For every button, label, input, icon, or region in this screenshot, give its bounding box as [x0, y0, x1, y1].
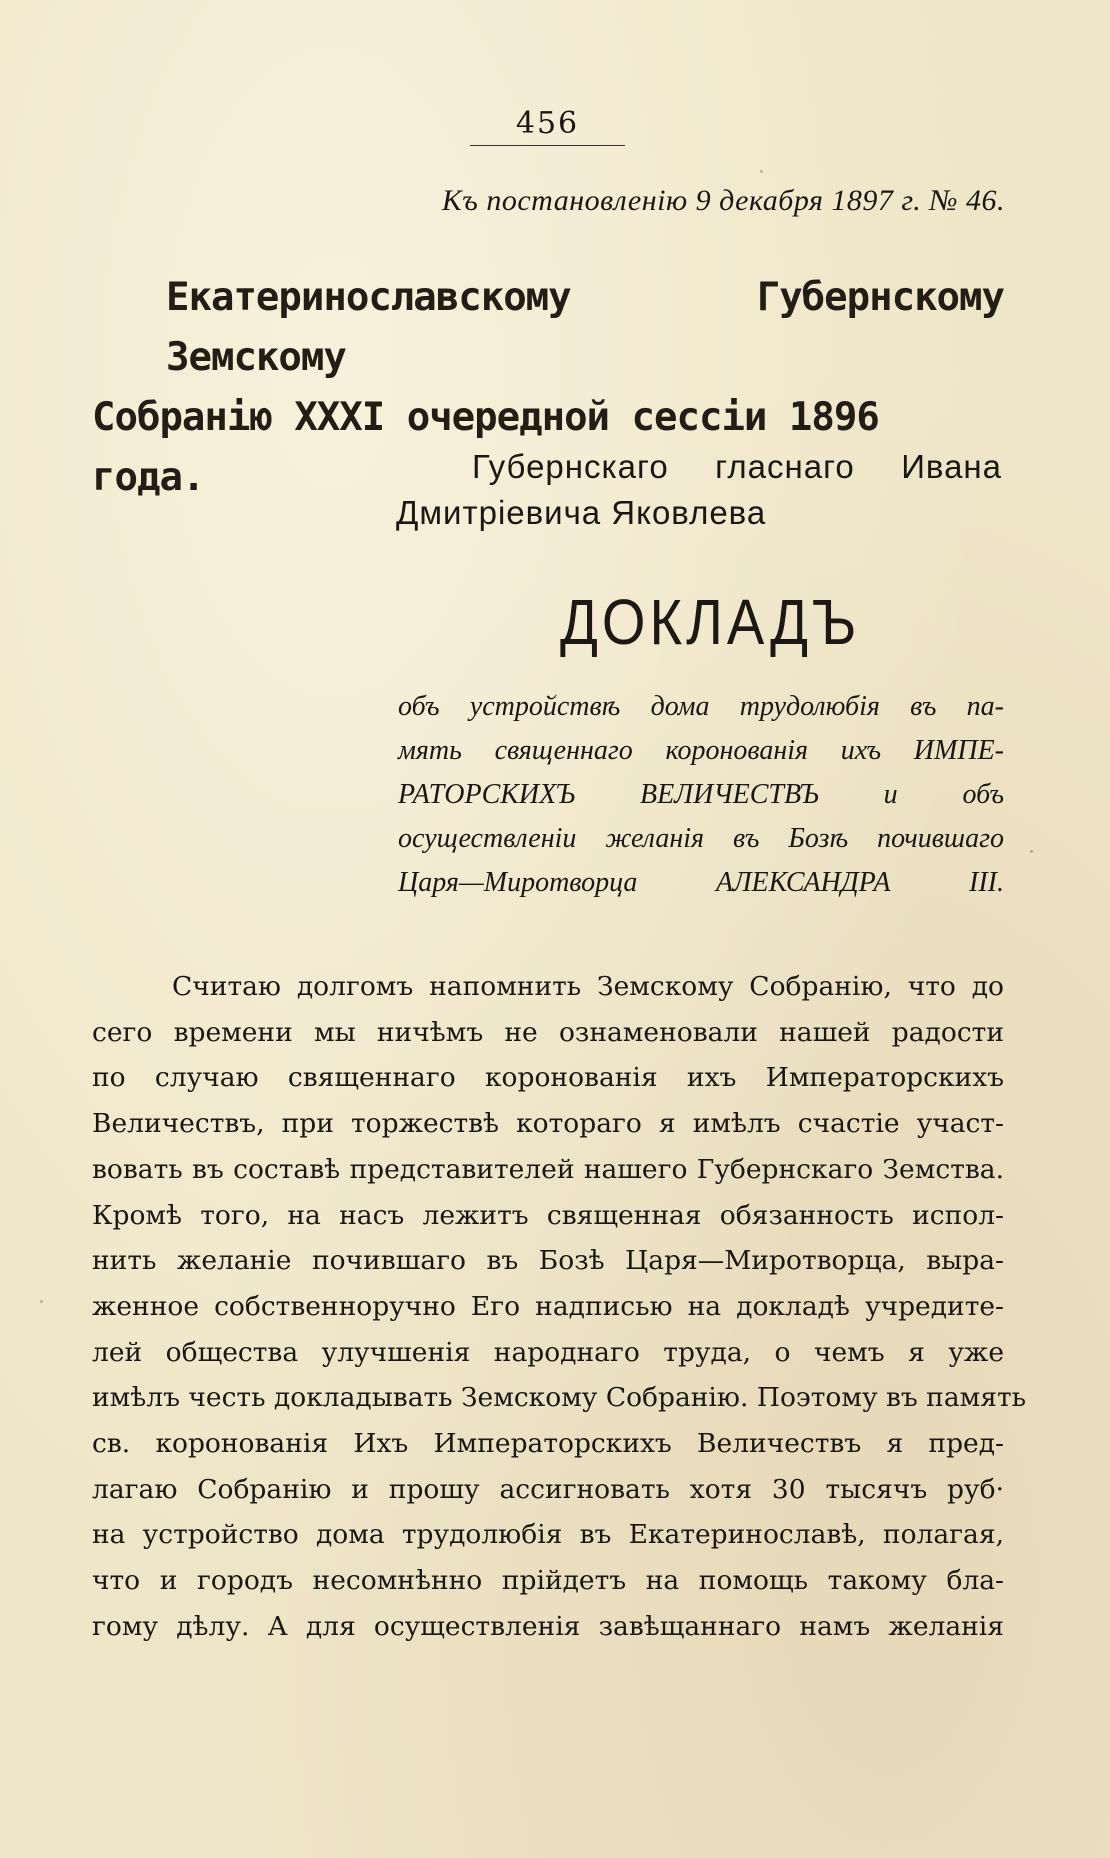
body-line: лагаю Собранію и прошу ассигновать хотя 30 тысячъ руб· — [92, 1473, 1004, 1505]
author-heading — [396, 444, 1002, 536]
body-line: Кромѣ того, на насъ лежитъ священная обязанность испол- — [92, 1199, 1004, 1231]
body-line: нить желаніе почившаго въ Бозѣ Царя—Миротворца, выра- — [92, 1245, 1004, 1277]
report-subject — [398, 685, 1004, 905]
body-line: лей общества улучшенія народнаго труда, о чемъ я уже — [92, 1336, 1004, 1368]
paper-speck — [1030, 850, 1033, 853]
body-line: Считаю долгомъ напомнить Земскому Собранію, что до — [172, 971, 1004, 1002]
addressee-line: Собранію XXXI очередной сессіи 1896 года. — [92, 395, 879, 500]
paper-speck — [760, 170, 763, 173]
subject-line: РАТОРСКИХЪ ВЕЛИЧЕСТВЪ и объ — [398, 779, 1004, 810]
body-line: сего времени мы ничѣмъ не ознаменовали нашей радости — [92, 1016, 1004, 1048]
author-line: Дмитріевича Яковлева — [396, 494, 767, 531]
paper-speck — [40, 1300, 43, 1303]
subject-line: мять священнаго коронованія ихъ ИМПЕ- — [398, 735, 1004, 766]
subject-line: объ устройствѣ дома трудолюбія въ па- — [398, 691, 1004, 722]
body-paragraph — [92, 964, 1027, 1650]
body-line: на устройство дома трудолюбія въ Екатеринославѣ, полагая, — [92, 1519, 1004, 1551]
body-line: что и городъ несомнѣнно прійдетъ на помощь такому бла- — [92, 1565, 1004, 1597]
addressee-line: Екатеринославскому Губернскому Земскому — [166, 275, 1004, 380]
body-line: св. коронованія Ихъ Императорскихъ Величествъ я пред- — [92, 1428, 1004, 1460]
resolution-reference: Къ постановленію 9 декабря 1897 г. № 46. — [441, 184, 1005, 217]
body-line: вовать въ составѣ представителей нашего Губернскаго Земства. — [92, 1153, 1004, 1185]
author-line: Губернскаго гласнаго Ивана — [472, 448, 1002, 485]
body-line: женное собственноручно Его надписью на докладѣ учредите- — [92, 1290, 1004, 1322]
body-line: гому дѣлу. А для осуществленія завѣщаннаго намъ желанія — [92, 1610, 1004, 1642]
body-line: Величествъ, при торжествѣ котораго я имѣлъ счастіе участ- — [92, 1108, 1004, 1140]
body-line: по случаю священнаго коронованія ихъ Императорскихъ — [92, 1062, 1004, 1094]
page-number: 456 — [470, 106, 625, 146]
document-title: ДОКЛАДЪ — [560, 585, 861, 658]
subject-line: осуществленіи желанія въ Бозѣ почившаго — [398, 823, 1004, 854]
body-line: имѣлъ честь докладывать Земскому Собранію. Поэтому въ память — [92, 1382, 1027, 1414]
subject-line: Царя—Миротворца АЛЕКСАНДРА III. — [398, 867, 1004, 898]
